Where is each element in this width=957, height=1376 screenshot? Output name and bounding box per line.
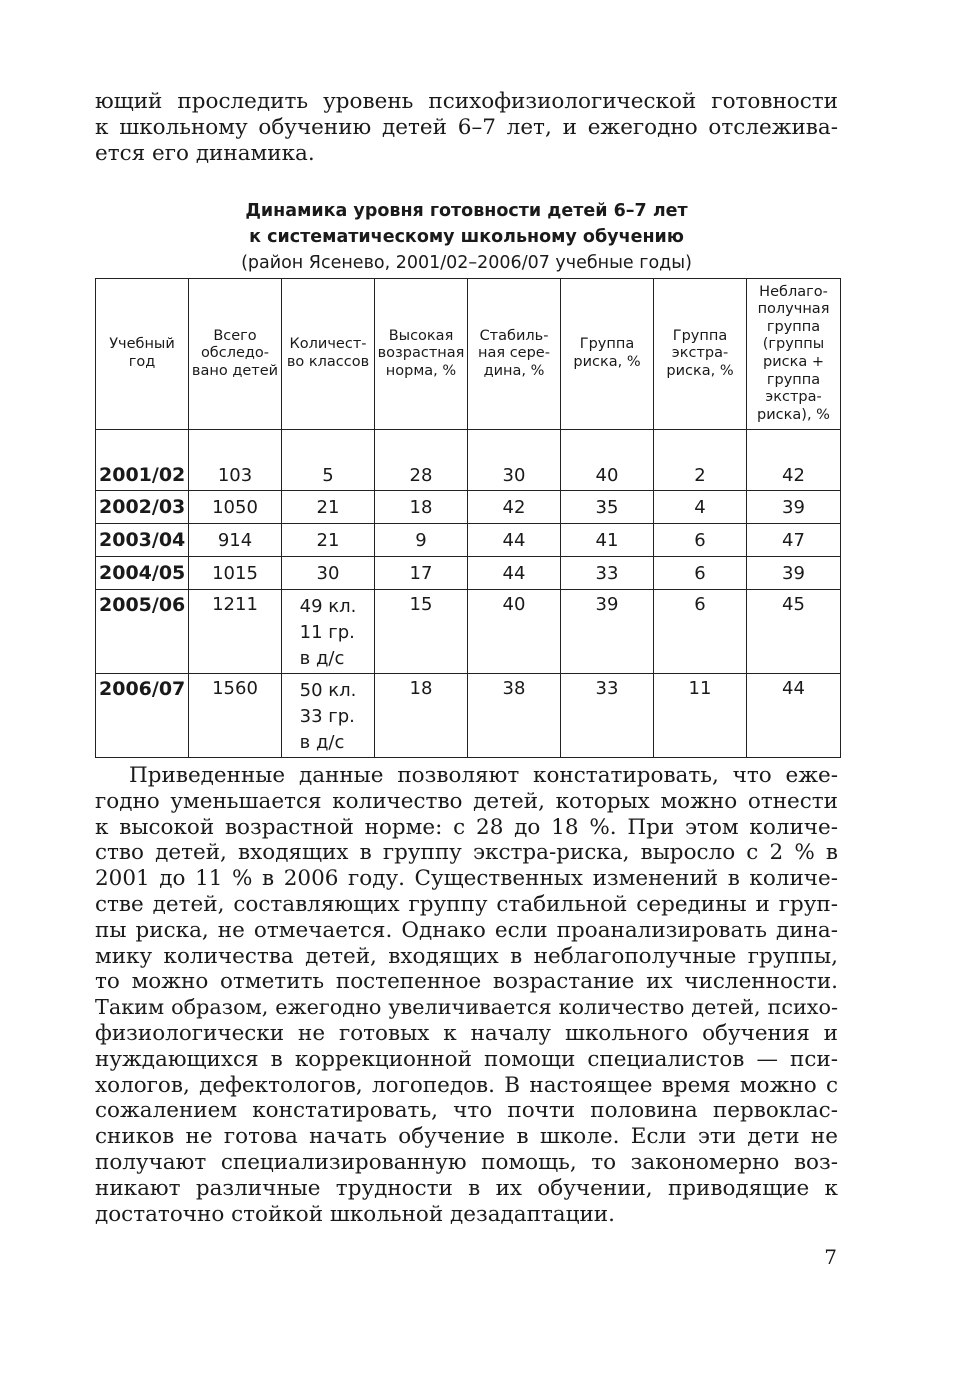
cell-stable: 30 [468, 430, 561, 491]
readiness-table [95, 278, 841, 758]
cell-total: 103 [189, 430, 282, 491]
body-line: к высокой возрастной норме: с 28 до 18 %. При этом количе- [95, 814, 838, 840]
body-line: достаточно стойкой школьной дезадаптации. [95, 1201, 615, 1227]
cell-total: 1050 [189, 491, 282, 524]
cell-high: 18 [375, 491, 468, 524]
page-number: 7 [824, 1245, 837, 1269]
body-paragraph [95, 763, 838, 1227]
cell-stable: 40 [468, 590, 561, 674]
cell-high: 9 [375, 524, 468, 557]
cell-unfav: 39 [747, 557, 841, 590]
cell-year: 2003/04 [96, 524, 189, 557]
cell-high: 28 [375, 430, 468, 491]
cell-high: 17 [375, 557, 468, 590]
caption-subtitle: (район Ясенево, 2001/02–2006/07 учебные годы) [241, 253, 692, 273]
body-line: нуждающихся в коррекционной помощи специалистов — пси- [95, 1046, 838, 1072]
intro-line: ется его динамика. [95, 140, 315, 166]
cell-year: 2004/05 [96, 557, 189, 590]
table-caption [95, 198, 838, 276]
cell-extra: 4 [654, 491, 747, 524]
body-line: то можно отметить постепенное возрастание их численности. [95, 969, 838, 995]
cell-year: 2002/03 [96, 491, 189, 524]
col-header-total: Всего обследо-вано детей [189, 279, 282, 430]
classes-line: 50 кл. [299, 680, 357, 701]
body-line: Таким образом, ежегодно увеличивается количество детей, психо- [95, 995, 838, 1020]
table-row [96, 557, 841, 590]
caption-title-line: к систематическому школьному обучению [249, 227, 684, 247]
cell-classes: 30 [282, 557, 375, 590]
cell-extra: 6 [654, 590, 747, 674]
col-header-risk: Группа риска, % [561, 279, 654, 430]
table-row [96, 524, 841, 557]
body-line: получают специализированную помощь, то закономерно воз- [95, 1149, 838, 1175]
cell-high: 18 [375, 674, 468, 758]
table-row [96, 430, 841, 491]
intro-line: ющий проследить уровень психофизиологической готовности [95, 89, 838, 114]
body-line: хологов, дефектологов, логопедов. В настоящее время можно с [95, 1072, 838, 1098]
cell-risk: 33 [561, 674, 654, 758]
table-row [96, 590, 841, 674]
cell-stable: 44 [468, 524, 561, 557]
classes-line: в д/с [299, 648, 345, 669]
cell-classes: 5 [282, 430, 375, 491]
cell-classes: 21 [282, 524, 375, 557]
cell-unfav: 45 [747, 590, 841, 674]
body-line: мику количества детей, входящих в неблагополучные группы, [95, 943, 838, 969]
cell-year: 2001/02 [96, 430, 189, 491]
cell-classes [282, 590, 375, 674]
col-header-year: Учебный год [96, 279, 189, 430]
body-line: физиологически не готовых к началу школьного обучения и [95, 1020, 838, 1046]
body-line: 2001 до 11 % в 2006 году. Существенных изменений в количе- [95, 866, 838, 892]
cell-risk: 41 [561, 524, 654, 557]
cell-unfav: 44 [747, 674, 841, 758]
body-line: сожалением констатировать, что почти половина первоклас- [95, 1098, 838, 1124]
cell-total: 914 [189, 524, 282, 557]
classes-line: 11 гр. [299, 622, 355, 643]
cell-classes [282, 674, 375, 758]
body-line: пы риска, не отмечается. Однако если проанализировать дина- [95, 917, 838, 943]
cell-risk: 40 [561, 430, 654, 491]
classes-line: 49 кл. [299, 596, 357, 617]
cell-year: 2006/07 [96, 674, 189, 758]
caption-title-line: Динамика уровня готовности детей 6–7 лет [245, 201, 688, 221]
cell-stable: 44 [468, 557, 561, 590]
col-header-high-norm: Высокая возрастная норма, % [375, 279, 468, 430]
cell-risk: 39 [561, 590, 654, 674]
body-line: годно уменьшается количество детей, которых можно отнести [95, 788, 838, 814]
cell-total: 1015 [189, 557, 282, 590]
cell-total: 1560 [189, 674, 282, 758]
body-line: ство детей, входящих в группу экстра-риска, выросло с 2 % в [95, 840, 838, 866]
classes-line: в д/с [299, 732, 345, 753]
col-header-extra-risk: Группа экстра-риска, % [654, 279, 747, 430]
table-row [96, 674, 841, 758]
body-line: стве детей, составляющих группу стабильной середины и груп- [95, 891, 838, 917]
col-header-classes: Количест-во классов [282, 279, 375, 430]
cell-extra: 2 [654, 430, 747, 491]
cell-classes: 21 [282, 491, 375, 524]
cell-extra: 6 [654, 557, 747, 590]
cell-stable: 42 [468, 491, 561, 524]
cell-high: 15 [375, 590, 468, 674]
cell-risk: 35 [561, 491, 654, 524]
col-header-unfavorable: Неблаго-получная группа (группы риска + группа экстра-риска), % [747, 279, 841, 430]
intro-line: к школьному обучению детей 6–7 лет, и ежегодно отслежива- [95, 114, 838, 140]
body-line: Приведенные данные позволяют констатировать, что еже- [129, 763, 838, 788]
cell-extra: 11 [654, 674, 747, 758]
cell-unfav: 42 [747, 430, 841, 491]
cell-stable: 38 [468, 674, 561, 758]
body-line: сников не готова начать обучение в школе. Если эти дети не [95, 1124, 838, 1150]
table-row [96, 491, 841, 524]
cell-unfav: 47 [747, 524, 841, 557]
col-header-stable: Стабиль-ная сере-дина, % [468, 279, 561, 430]
intro-paragraph [95, 89, 838, 166]
cell-year: 2005/06 [96, 590, 189, 674]
cell-extra: 6 [654, 524, 747, 557]
cell-unfav: 39 [747, 491, 841, 524]
cell-total: 1211 [189, 590, 282, 674]
classes-line: 33 гр. [299, 706, 355, 727]
cell-risk: 33 [561, 557, 654, 590]
table-header-row [96, 279, 841, 430]
body-line: никают различные трудности в их обучении, приводящие к [95, 1175, 838, 1201]
